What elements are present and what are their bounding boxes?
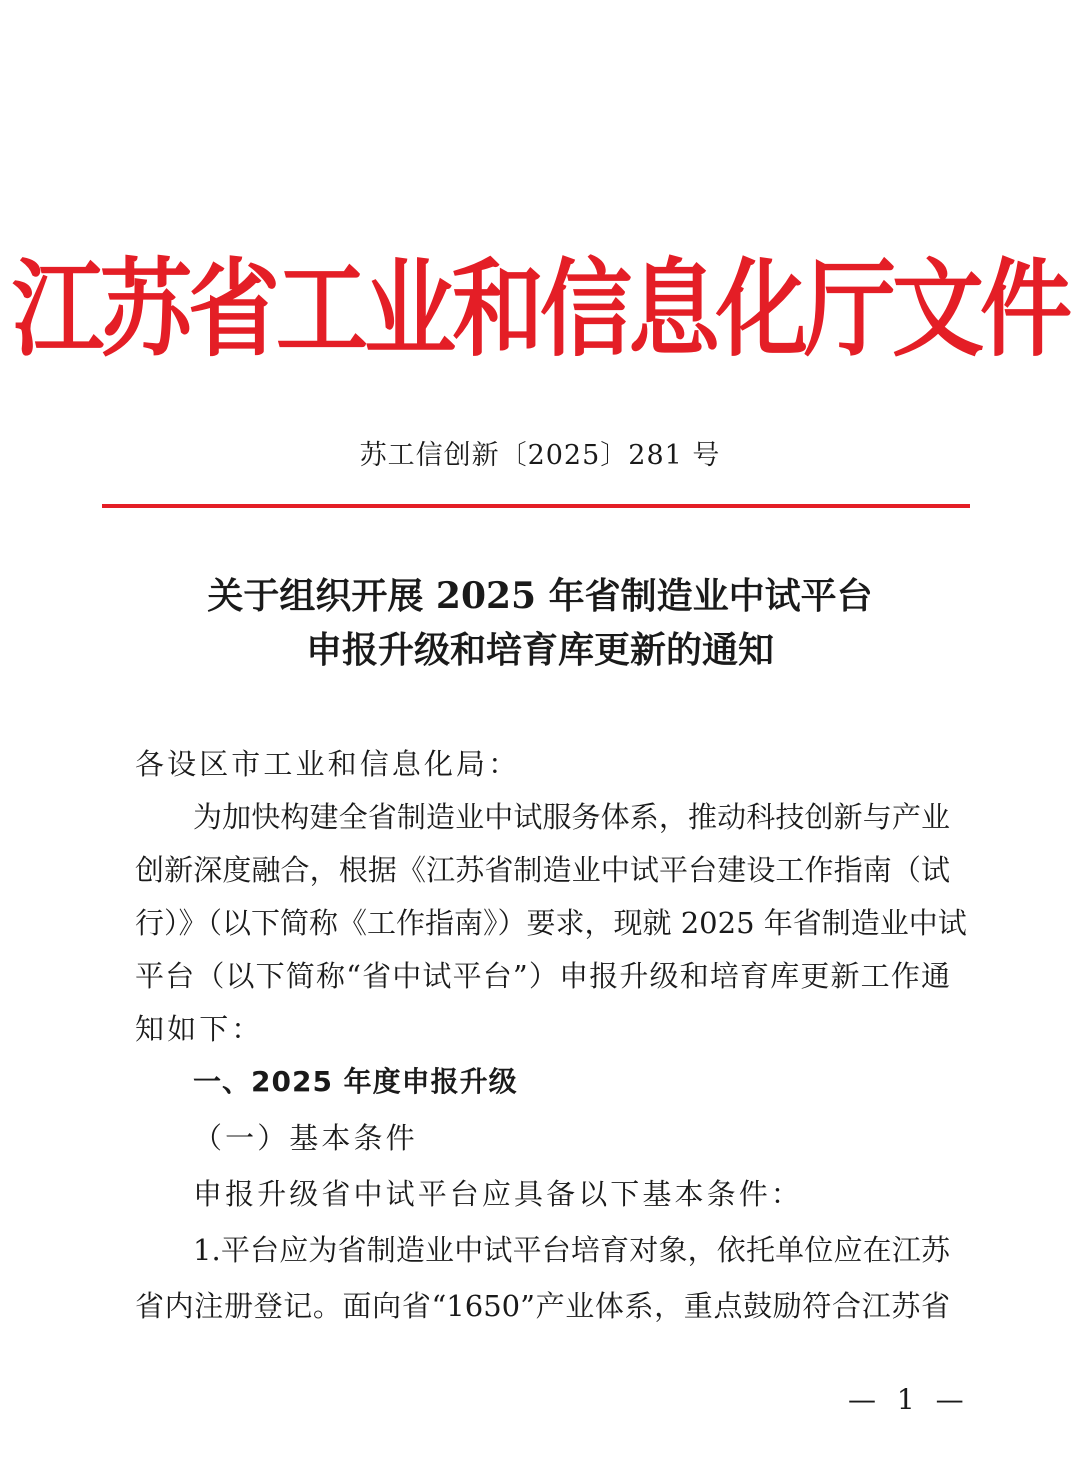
salutation: 各设区市工业和信息化局：	[135, 747, 521, 781]
paragraph-line: 平台（以下简称“省中试平台”）申报升级和培育库更新工作通	[135, 959, 950, 993]
subsection-heading: （一）基本条件	[193, 1121, 418, 1155]
paragraph-line: 申报升级省中试平台应具备以下基本条件：	[193, 1177, 803, 1211]
notice-title-line-1: 关于组织开展 2025 年省制造业中试平台	[207, 575, 873, 617]
paragraph-line: 为加快构建全省制造业中试服务体系，推动科技创新与产业	[193, 800, 950, 834]
section-heading: 一、2025 年度申报升级	[193, 1065, 518, 1098]
red-divider-line	[102, 504, 970, 508]
paragraph-line: 省内注册登记。面向省“1650”产业体系，重点鼓励符合江苏省	[135, 1289, 950, 1323]
paragraph-line: 创新深度融合，根据《江苏省制造业中试平台建设工作指南（试	[135, 853, 950, 887]
page-number: — 1 —	[848, 1383, 970, 1416]
paragraph-line: 1.平台应为省制造业中试平台培育对象，依托单位应在江苏	[193, 1233, 950, 1267]
paragraph-line: 知如下：	[135, 1012, 264, 1046]
notice-title-line-2: 申报升级和培育库更新的通知	[305, 629, 774, 671]
paragraph-line: 行）》（以下简称《工作指南》）要求，现就 2025 年省制造业中试	[135, 906, 967, 940]
letterhead-title: 江苏省工业和信息化厅文件	[11, 247, 1068, 372]
document-number: 苏工信创新〔2025〕281 号	[359, 440, 721, 471]
